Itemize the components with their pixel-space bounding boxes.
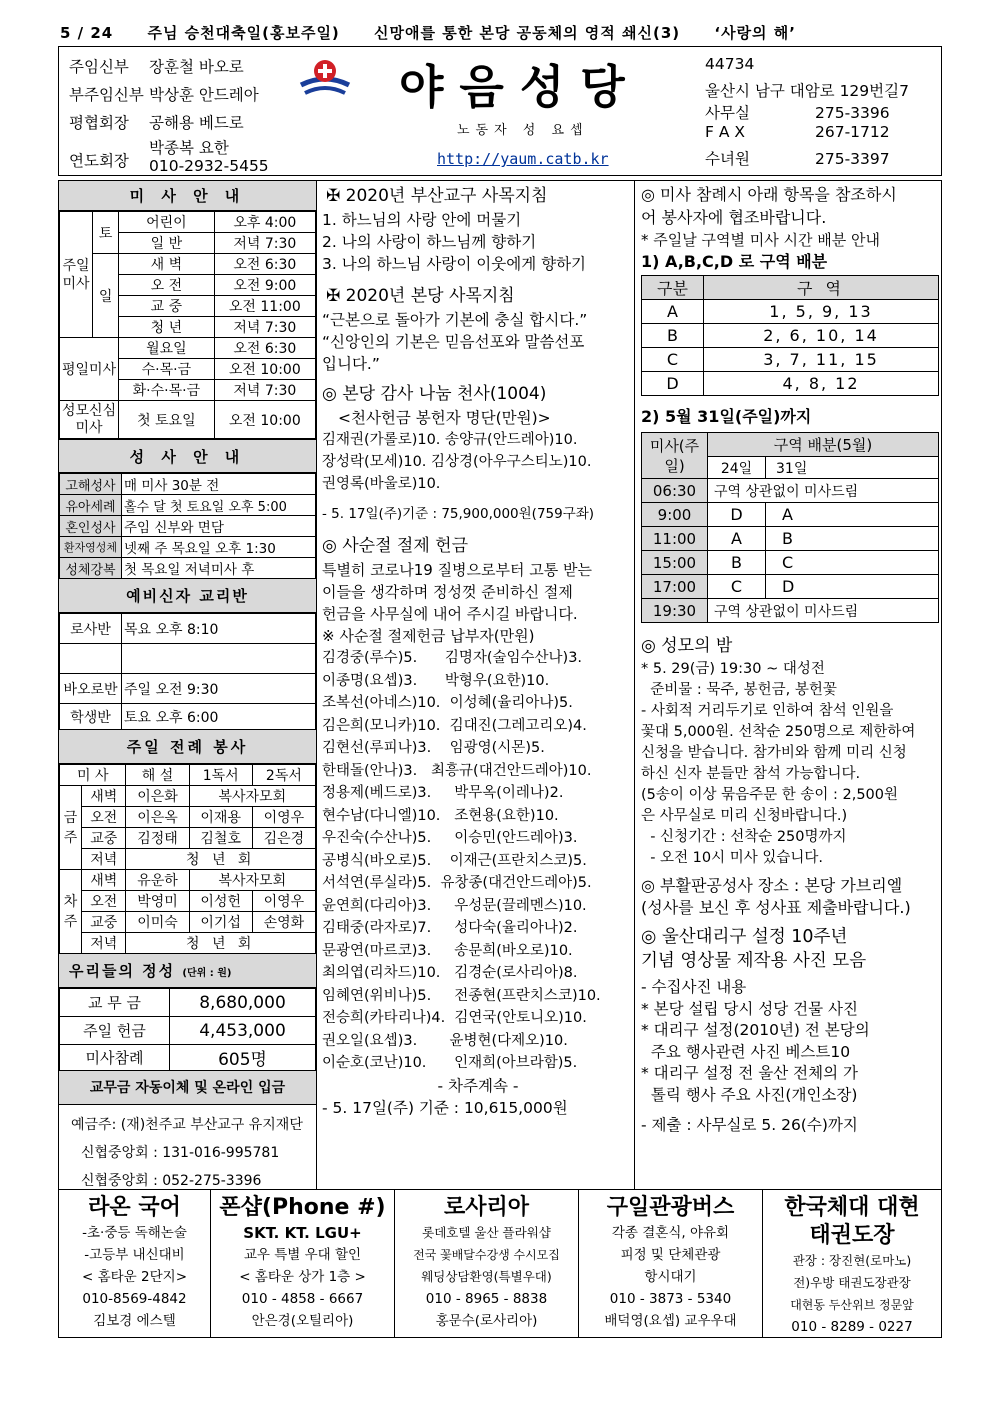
text-cell: 웨딩상담환영(특별우대) [421,1269,552,1284]
text-cell: 수·목·금 [119,359,215,380]
photo-line: * 대리구 설정(2010년) 전 본당의 [641,1021,870,1039]
text-cell: 부주임신부 [69,86,144,104]
text-cell: 2독서 [252,765,315,786]
mary-line: - 오전 10시 미사 있습니다. [641,850,824,866]
text-cell: -고등부 내신대비 [84,1247,185,1263]
mary-line: * 5. 29(금) 19:30 ~ 대성전 [641,661,825,677]
bulletin-header [58,46,942,176]
text-cell: 넷째 주 목요일 오후 1:30 [122,537,316,558]
text-cell: 새벽 [82,786,126,807]
text-cell: 구분 [642,276,704,300]
ad-guil-tour-bus [579,1190,763,1338]
text-cell: 학생반 [60,704,122,730]
mary-line: 하신 신자 분들만 참석 가능합니다. [641,766,861,782]
text-cell: 오 전 [119,275,215,296]
text-cell: 롯데호텔 울산 플라워샵 [422,1225,551,1240]
text-cell: B [708,551,766,575]
liturgy-section-title: 주일 전례 봉사 [59,730,316,764]
text-cell: 장훈철 바오로 [149,58,244,76]
thanks-total: - 5. 17일(주)기준 : 75,900,000원(759구좌) [322,506,595,522]
submission-deadline: - 제출 : 사무실로 5. 26(수)까지 [641,1116,858,1134]
contact-office [705,101,890,123]
staff-council [69,111,244,133]
zone-schedule-table [641,432,939,623]
text-cell: 첫 토요일 [119,401,215,439]
photo-line: 주요 행사관련 사진 베스트10 [641,1042,851,1061]
text-cell: 새벽 [82,870,126,891]
text-cell: 박영미 [126,891,189,912]
text-cell: 김보경 에스텔 [93,1313,176,1329]
top-banner [60,22,940,43]
advertisements [58,1190,942,1338]
text-cell: 1, 5, 9, 13 [704,300,939,324]
donors-line: 김현선(루피나)3. 임광영(시몬)5. [322,740,545,756]
liturgy-table [59,764,316,954]
text-cell: 해 설 [126,765,189,786]
donors-line: 최의엽(리차드)10. 김경순(로사리아)8. [322,965,578,981]
marian-mass-label: 성모신심미사 [60,401,119,439]
schedule-title: 2) 5월 31일(주일)까지 [641,407,812,426]
donors-line: 현수남(다니엘)10. 조현용(요한)10. [322,807,559,824]
text-cell: 이기섭 [189,912,252,933]
text-cell: 이영우 [252,891,315,912]
next-week-label: 차주 [60,870,82,954]
text-cell: 010 - 4858 - 6667 [241,1291,364,1307]
text-cell: 010 - 8289 - 0227 [791,1319,913,1335]
text-cell: 우리들의 정성 [69,962,176,980]
account-holder: 예금주: (재)천주교 부산교구 유지재단 [71,1117,303,1133]
donors-line: 이종명(요셉)3. 박형우(요한)10. [322,672,550,689]
text-cell: ※ 사순절 절제헌금 납부자(만원) [322,627,535,645]
ad-raon-korean [59,1190,211,1338]
text-cell: 어린이 [119,212,215,233]
text-cell: 김정태 [126,828,189,849]
text-cell: 교우 특별 우대 할인 [243,1247,362,1263]
text-cell: -초·중등 독해논술 [82,1225,187,1241]
text-cell: 평협회장 [69,114,129,132]
text-cell: 1. 하느님의 사랑 안에 머물기 [322,211,522,229]
text-cell: 화·수·목·금 [119,380,215,401]
text-cell: 3, 7, 11, 15 [704,348,939,372]
text-cell: C [708,575,766,599]
text-cell: 1독서 [189,765,252,786]
text-cell: D [708,503,766,527]
text-cell: 교중 [82,912,126,933]
sacrament-section-title: 성 사 안 내 [59,439,316,473]
parish-guideline-title: ✠ 2020년 본당 사목지침 [326,286,515,306]
donors-line: 이순호(코난)10. 인재희(아브라함)5. [322,1055,578,1071]
mass-section-title: 미 사 안 내 [59,181,316,211]
text-cell: * 주일날 구역별 미사 시간 배분 안내 [641,231,880,249]
donors-line: 권오일(요셉)3. 윤병현(다제오)10. [322,1032,568,1049]
text-cell: < 홈타운 2단지> [82,1269,187,1285]
mary-line: 꽃대 5,000원. 선착순 250명으로 제한하여 [641,724,916,740]
text-cell: 오전 10:00 [214,401,315,439]
church-logo-icon [299,55,351,107]
text-cell: 이성헌 [189,891,252,912]
text-cell: 월요일 [119,338,215,359]
mary-line: 신청을 받습니다. 참가비와 함께 미리 신청 [641,745,907,761]
bank-info [59,1105,316,1195]
text-cell: (단위 : 원) [182,968,232,979]
text-cell: 미사참례 [60,1045,170,1071]
text-cell: 오전 [82,891,126,912]
text-cell: D [766,575,939,599]
text-cell: 교 중 [119,296,215,317]
text-cell: 구일관광버스 [606,1195,735,1220]
text-cell: 관장 : 장진현(로마노) [792,1253,912,1268]
text-cell: (성사를 보신 후 성사표 제출바랍니다.) [641,898,911,917]
text-cell: 17:00 [642,575,708,599]
text-cell: 06:30 [642,479,708,503]
text-cell: 275-3397 [815,150,890,168]
text-cell: 31일 [766,457,939,479]
text-cell: 구역 상관없이 미사드림 [708,479,939,503]
text-cell: 특별히 코로나19 질병으로부터 고통 받는 [322,561,593,579]
mass-schedule-table [59,211,316,439]
donors-line: 김은희(모니카)10. 김대진(그레고리오)4. [322,717,587,734]
photo-line: * 본당 설립 당시 성당 건물 사진 [641,999,858,1018]
text-cell: 폰샵(Phone #) [219,1195,386,1220]
text-cell: 이미숙 [126,912,189,933]
photo-collection-title: ◎ 울산대리구 설정 10주년 [641,927,848,947]
text-cell: 오전 [82,807,126,828]
text-cell: < 홈타운 상가 1층 > [239,1269,366,1285]
text-cell: 홍문수(로사리아) [435,1313,538,1329]
text-cell: “신앙인의 기본은 믿음선포와 말씀선포 [322,333,585,351]
donors-line: 문광연(마르코)3. 송문희(바오로)10. [322,942,573,959]
donors-line: 조복선(아네스)10. 이성혜(율리아나)5. [322,695,573,711]
text-cell: 이은화 [126,786,189,807]
text-cell: 매 미사 30분 전 [122,474,316,495]
marian-night-details [641,659,937,869]
text-cell: 기념 영상물 제작용 사진 모음 [641,951,867,971]
text-cell: 오전 9:00 [214,275,315,296]
confession-notice: ◎ 부활판공성사 장소 : 본당 가브리엘 [641,876,903,895]
donors-line: 김경중(루수)5. 김명자(술임수산나)3. [322,650,583,666]
text-cell: 일 [93,254,119,338]
text-cell: 저녁 7:30 [214,317,315,338]
offering-section-title [59,954,316,988]
text-cell: 손영화 [252,912,315,933]
text-cell: 4, 8, 12 [704,372,939,396]
donors-line: 우진숙(수산나)5. 이승민(안드레아)3. [322,830,578,846]
ad-taekwondo [763,1190,941,1338]
donors-line: 서석연(루실라)5. 유창종(대건안드레아)5. [322,875,592,891]
text-cell: 19:30 [642,599,708,623]
text-cell: 주일 오전 9:30 [122,674,316,704]
text-cell: 토요 오후 6:00 [122,704,316,730]
text-cell: 9:00 [642,503,708,527]
text-cell: 토 [93,212,119,254]
text-cell: 수녀원 [705,150,750,168]
text-cell: 저녁 [82,849,126,870]
text-cell: 3. 나의 하느님 사랑이 이웃에게 향하기 [322,255,587,273]
text-cell: 사무실 [705,104,750,122]
text-cell: 배덕영(요셉) 교우우대 [604,1313,737,1329]
text-cell: B [642,324,704,348]
text-cell: 구 역 [704,276,939,300]
text-cell: F A X [705,123,745,141]
sacrament-table [59,473,316,579]
donors-line: 정용제(베드로)3. 박무옥(이레나)2. [322,785,564,801]
text-cell: 입니다.” [322,355,380,373]
lent-offering-title: ◎ 사순절 절제 헌금 [322,536,468,556]
marian-night-title: ◎ 성모의 밤 [641,636,733,656]
weekday-mass-label: 평일미사 [60,338,119,401]
thanks-offering-title: ◎ 본당 감사 나눔 천사(1004) [322,384,547,404]
text-cell: 주일 헌금 [60,1017,170,1045]
donors-line: 전승희(카타리나)4. 김연국(안토니오)10. [322,1010,587,1026]
lent-total: - 5. 17일(주) 기준 : 10,615,000원 [322,1098,568,1117]
text-cell: 첫 목요일 저녁미사 후 [122,558,316,579]
address: 울산시 남구 대암로 129번길7 [705,82,909,100]
text-cell: 저녁 7:30 [214,380,315,401]
text-cell: 이은옥 [126,807,189,828]
text-cell: 275-3396 [815,104,890,122]
text-cell: <천사헌금 봉헌자 명단(만원)> [338,409,551,427]
text-cell: 오전 11:00 [214,296,315,317]
text-cell: 일 반 [119,233,215,254]
text-cell: 한국체대 대현 [784,1195,920,1220]
text-cell: 이재용 [189,807,252,828]
text-cell: 김재권(가롤로)10. 송양규(안드레아)10. [322,432,578,448]
text-cell: 라온 국어 [88,1195,181,1220]
photo-line: - 수집사진 내용 [641,978,747,996]
text-cell: 혼인성사 [60,516,122,537]
text-cell: 홀수 달 첫 토요일 오후 5:00 [122,495,316,516]
text-cell: 장성락(모세)10. 김상경(아우구스티노)10. [322,454,592,470]
text-cell: 교 무 금 [60,989,170,1017]
ad-phone-shop [211,1190,395,1338]
text-cell: 청 년 회 [126,933,316,954]
text-cell: 유운하 [126,870,189,891]
text-cell: 1) A,B,C,D 로 구역 배분 [641,252,828,271]
donors-line: 김태중(라자로)7. 성다숙(율리아나)2. [322,920,578,936]
text-cell: 주임신부 [69,58,129,76]
staff-assistant [69,83,259,105]
offering-table [59,988,316,1071]
contact-fax [705,123,890,141]
zone-table [641,275,939,396]
text-cell: 605명 [170,1045,316,1071]
text-cell: 교중 [82,828,126,849]
text-cell: 전국 꽃배달수강생 수시모집 [413,1248,560,1262]
text-cell: “근본으로 돌아가 기본에 충실 합시다.” [322,311,588,329]
text-cell: A [642,300,704,324]
text-cell: B [766,527,939,551]
bank-section-title: 교무금 자동이체 및 온라인 입금 [59,1071,316,1105]
mary-line: 준비물 : 묵주, 봉헌금, 봉헌꽃 [641,682,837,698]
bulletin-date: 5 / 24 [60,24,114,42]
text-cell: 구역 상관없이 미사드림 [708,599,939,623]
postal-code: 44734 [705,55,755,73]
text-cell: SKT. KT. LGU+ [243,1224,362,1242]
text-cell: 010-2932-5455 [149,157,269,175]
staff-pastor [69,55,244,77]
parish-website-link[interactable]: http://yaum.catb.kr [437,150,609,168]
account-number-2: 신협중앙회 : 052-275-3396 [81,1173,262,1189]
feast-name: 주님 승천대축일(홍보주일) [147,24,340,42]
text-cell: 24일 [708,457,766,479]
text-cell: 267-1712 [815,123,890,141]
text-cell: 태권도장 [809,1223,895,1248]
text-cell: 대현동 두산위브 정문앞 [790,1298,914,1312]
text-cell: 김은경 [252,828,315,849]
donors-line: 임혜연(위비나)5. 전종현(프란치스코)10. [322,987,601,1004]
text-cell: - 차주계속 - [437,1076,519,1095]
mary-line: - 신청기간 : 선착순 250명까지 [641,829,847,845]
text-cell: 오전 10:00 [214,359,315,380]
text-cell: 로사리아 [443,1195,529,1220]
text-cell: 010 - 8965 - 8838 [425,1291,548,1307]
text-cell: 어 봉사자에 협조바랍니다. [641,208,827,227]
text-cell: 15:00 [642,551,708,575]
this-week-label: 금주 [60,786,82,870]
text-cell: 구역 배분(5월) [708,433,939,457]
patron-saint: 노동자 성 요셉 [457,123,589,138]
middle-column [317,181,635,1189]
text-cell: 2, 6, 10, 14 [704,324,939,348]
text-cell: 010 - 3873 - 5340 [609,1291,732,1307]
text-cell: 항시대기 [644,1269,697,1285]
donor-list [322,647,634,1075]
donors-line: 공병식(바오로)5. 이재근(프란치스코)5. [322,852,587,869]
photo-collection-details [641,977,937,1106]
text-cell: 4,453,000 [170,1017,316,1045]
text-cell: 박종복 요한 [149,139,229,157]
church-name: 야음성당 [399,60,641,114]
mary-line: - 사회적 거리두기로 인하여 참석 인원을 [641,703,894,719]
text-cell: C [642,348,704,372]
text-cell: A [766,503,939,527]
account-number-1: 신협중앙회 : 131-016-995781 [81,1145,280,1161]
text-cell: 미 사 [60,765,126,786]
text-cell [60,644,122,674]
ad-rosaria-flower [395,1190,579,1338]
photo-line: 톨릭 행사 주요 사진(개인소장) [641,1085,858,1104]
text-cell: 청 년 회 [126,849,316,870]
text-cell: 환자영성체 [60,537,122,558]
text-cell: 헌금을 사무실에 내어 주시길 바랍니다. [322,605,578,623]
text-cell: 피정 및 단체관광 [620,1247,721,1263]
bulletin-body [58,180,942,1190]
sunday-mass-label: 주일미사 [60,212,93,338]
text-cell: ◎ 미사 참례시 아래 항목을 참조하시 [641,185,897,204]
right-column [635,181,941,1189]
year-motto: ‘사랑의 해’ [714,24,796,42]
text-cell: 각종 결혼식, 야유회 [611,1225,730,1241]
text-cell: 권영록(바울로)10. [322,476,441,492]
catechumen-section-title: 예비신자 교리반 [59,579,316,613]
mary-line: 은 사무실로 미리 신청바랍니다.) [641,808,848,824]
diocese-guideline-title: ✠ 2020년 부산교구 사목지침 [326,186,548,206]
text-cell: 복사자모회 [189,786,315,807]
donors-line: 한태돌(안나)3. 최흥규(대건안드레아)10. [322,762,592,779]
text-cell: 8,680,000 [170,989,316,1017]
text-cell: 11:00 [642,527,708,551]
text-cell: 새 벽 [119,254,215,275]
text-cell: 성체강복 [60,558,122,579]
text-cell: A [708,527,766,551]
photo-line: * 대리구 설정 전 울산 전체의 가 [641,1064,858,1082]
text-cell: 김철호 [189,828,252,849]
text-cell: 오전 6:30 [214,254,315,275]
text-cell: 목요 오후 8:10 [122,614,316,644]
mary-line: (5송이 이상 묶음주문 한 송이 : 2,500원 [641,787,899,803]
text-cell: 연도회장 [69,152,129,170]
text-cell: 오전 6:30 [214,338,315,359]
text-cell: 바오로반 [60,674,122,704]
text-cell: 주임 신부와 면담 [122,516,316,537]
text-cell: D [642,372,704,396]
left-column [59,181,317,1189]
text-cell: 저녁 7:30 [214,233,315,254]
text-cell [122,644,316,674]
text-cell: 로사반 [60,614,122,644]
text-cell: 공해용 베드로 [149,114,244,132]
text-cell: 미사(주일) [642,433,708,479]
catechumen-table [59,613,316,730]
text-cell: 복사자모회 [189,870,315,891]
text-cell: C [766,551,939,575]
text-cell: 오후 4:00 [214,212,315,233]
text-cell: 이영우 [252,807,315,828]
pastoral-theme: 신망애를 통한 본당 공동체의 영적 쇄신(3) [374,24,681,42]
text-cell: 전)우방 태권도장관장 [793,1275,911,1290]
staff-yeondo [69,139,269,175]
text-cell: 이들을 생각하며 정성껏 준비하신 절제 [322,583,573,601]
text-cell: 고해성사 [60,474,122,495]
text-cell: 저녁 [82,933,126,954]
text-cell: 유아세례 [60,495,122,516]
donors-line: 윤연희(다리아)3. 우성문(끌레멘스)10. [322,897,587,914]
text-cell: 청 년 [119,317,215,338]
text-cell: 010-8569-4842 [82,1291,187,1307]
text-cell: 안은경(오틸리아) [251,1313,354,1329]
text-cell: 박상훈 안드레아 [149,86,259,104]
text-cell: 2. 나의 사랑이 하느님께 향하기 [322,233,537,251]
contact-convent [705,147,890,169]
